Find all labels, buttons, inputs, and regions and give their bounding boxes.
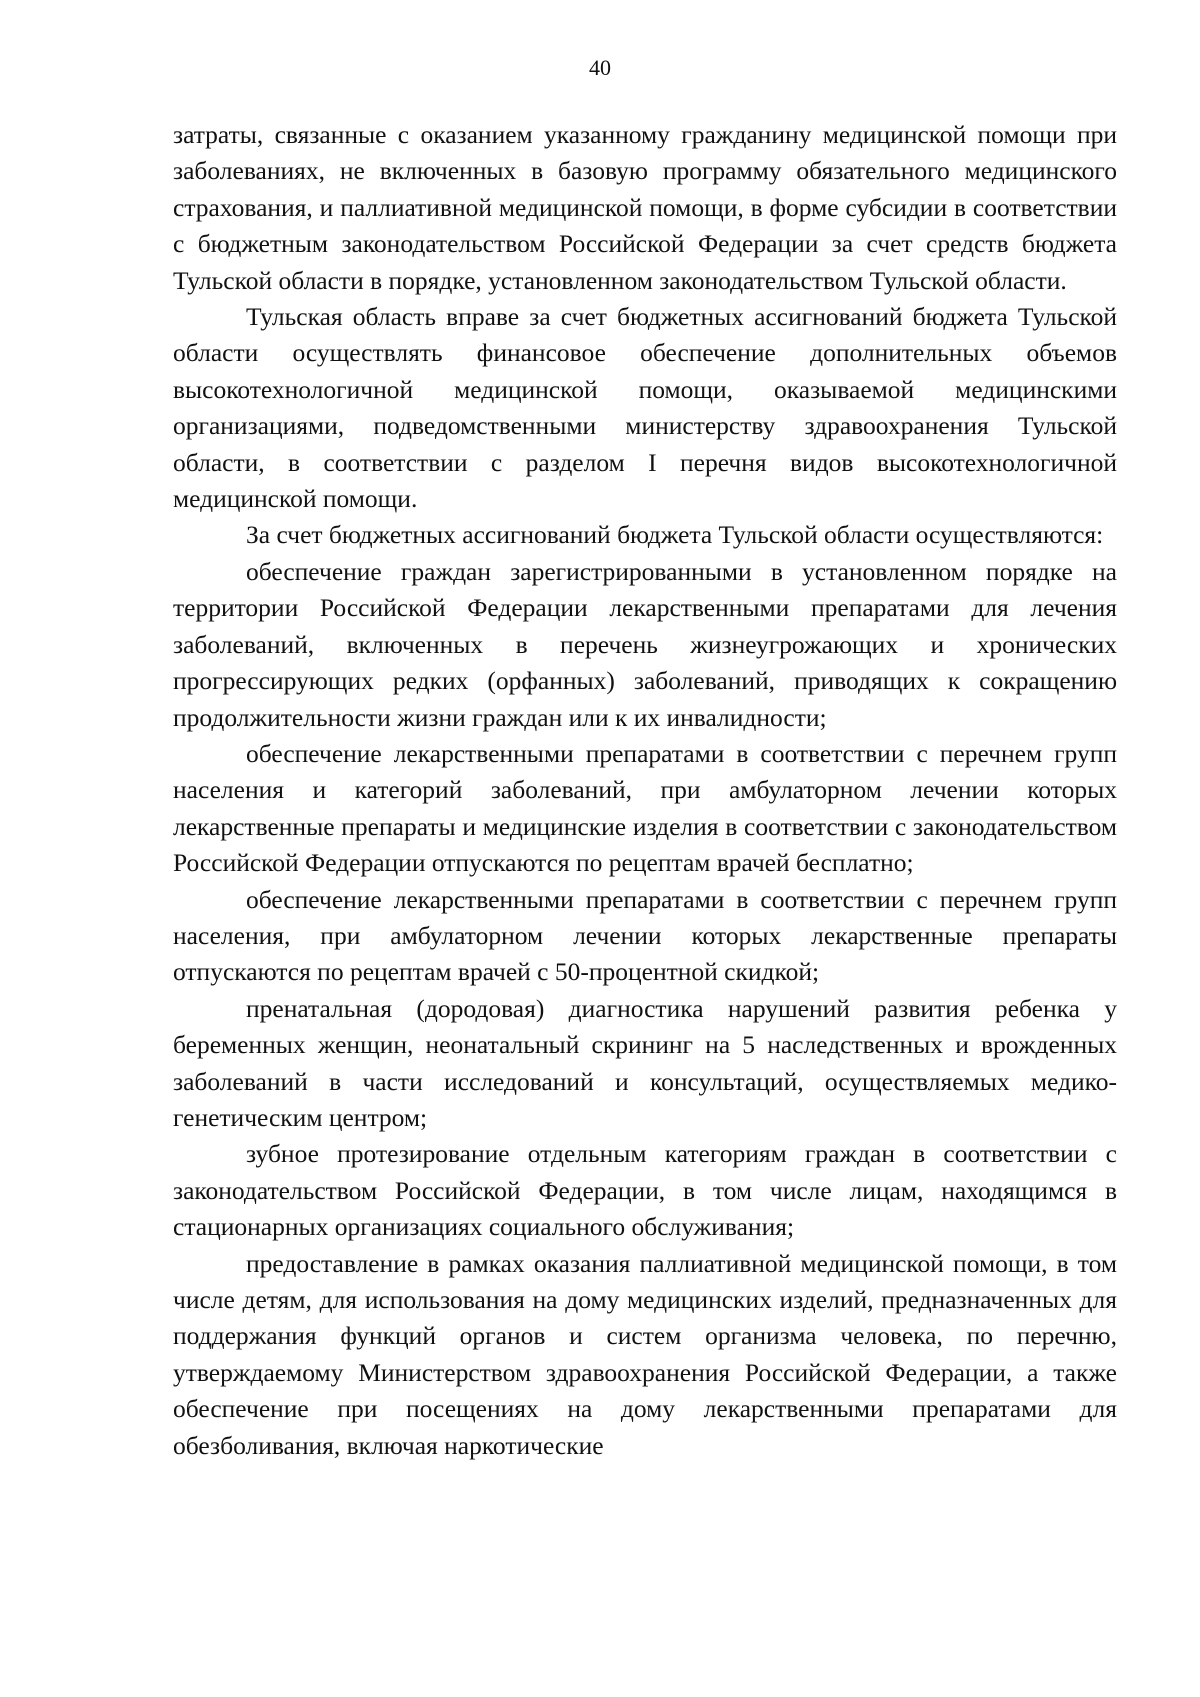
paragraph-4: обеспечение граждан зарегистрированными в установленном порядке на территории Российской Федерации лекарственными препаратами для лечения заболеваний, включенных в перечень жизнеугрожающих и хронических прогрессирующих редких (орфанных) заболеваний, приводящих к сокращению продолжительности жизни граждан или к их инвалидности; xyxy=(173,556,1117,732)
paragraph-5: обеспечение лекарственными препаратами в соответствии с перечнем групп населения и категорий заболеваний, при амбулаторном лечении которых лекарственные препараты и медицинские изделия в соответствии с законодательством Российской Федерации отпускаются по рецептам врачей бесплатно; xyxy=(173,738,1117,878)
document-body xyxy=(173,117,1117,1464)
paragraph-9: предоставление в рамках оказания паллиативной медицинской помощи, в том числе детям, для использования на дому медицинских изделий, предназначенных для поддержания функций органов и систем организма человека, по перечню, утверждаемому Министерством здравоохранения Российской Федерации, а также обеспечение при посещениях на дому лекарственными препаратами для обезболивания, включая наркотические xyxy=(173,1248,1117,1460)
paragraph-1: затраты, связанные с оказанием указанному гражданину медицинской помощи при заболеваниях, не включенных в базовую программу обязательного медицинского страхования, и паллиативной медицинской помощи, в форме субсидии в соответствии с бюджетным законодательством Российской Федерации за счет средств бюджета Тульской области в порядке, установленном законодательством Тульской области. xyxy=(173,120,1117,295)
paragraph-3: За счет бюджетных ассигнований бюджета Тульской области осуществляются: xyxy=(246,520,1104,550)
paragraph-2: Тульская область вправе за счет бюджетных ассигнований бюджета Тульской области осуществлять финансовое обеспечение дополнительных объемов высокотехнологичной медицинской помощи, оказываемой медицинскими организациями, подведомственными министерству здравоохранения Тульской области, в соответствии с разделом I перечня видов высокотехнологичной медицинской помощи. xyxy=(173,302,1117,514)
page-number: 40 xyxy=(589,55,611,80)
paragraph-8: зубное протезирование отдельным категориям граждан в соответствии с законодательством Российской Федерации, в том числе лицам, находящимся в стационарных организациях социального обслуживания; xyxy=(173,1139,1117,1242)
paragraph-6: обеспечение лекарственными препаратами в соответствии с перечнем групп населения, при амбулаторном лечении которых лекарственные препараты отпускаются по рецептам врачей с 50-процентной скидкой; xyxy=(173,884,1117,987)
paragraph-7: пренатальная (дородовая) диагностика нарушений развития ребенка у беременных женщин, неонатальный скрининг на 5 наследственных и врожденных заболеваний в части исследований и консультаций, осуществляемых медико-генетическим центром; xyxy=(173,993,1117,1132)
